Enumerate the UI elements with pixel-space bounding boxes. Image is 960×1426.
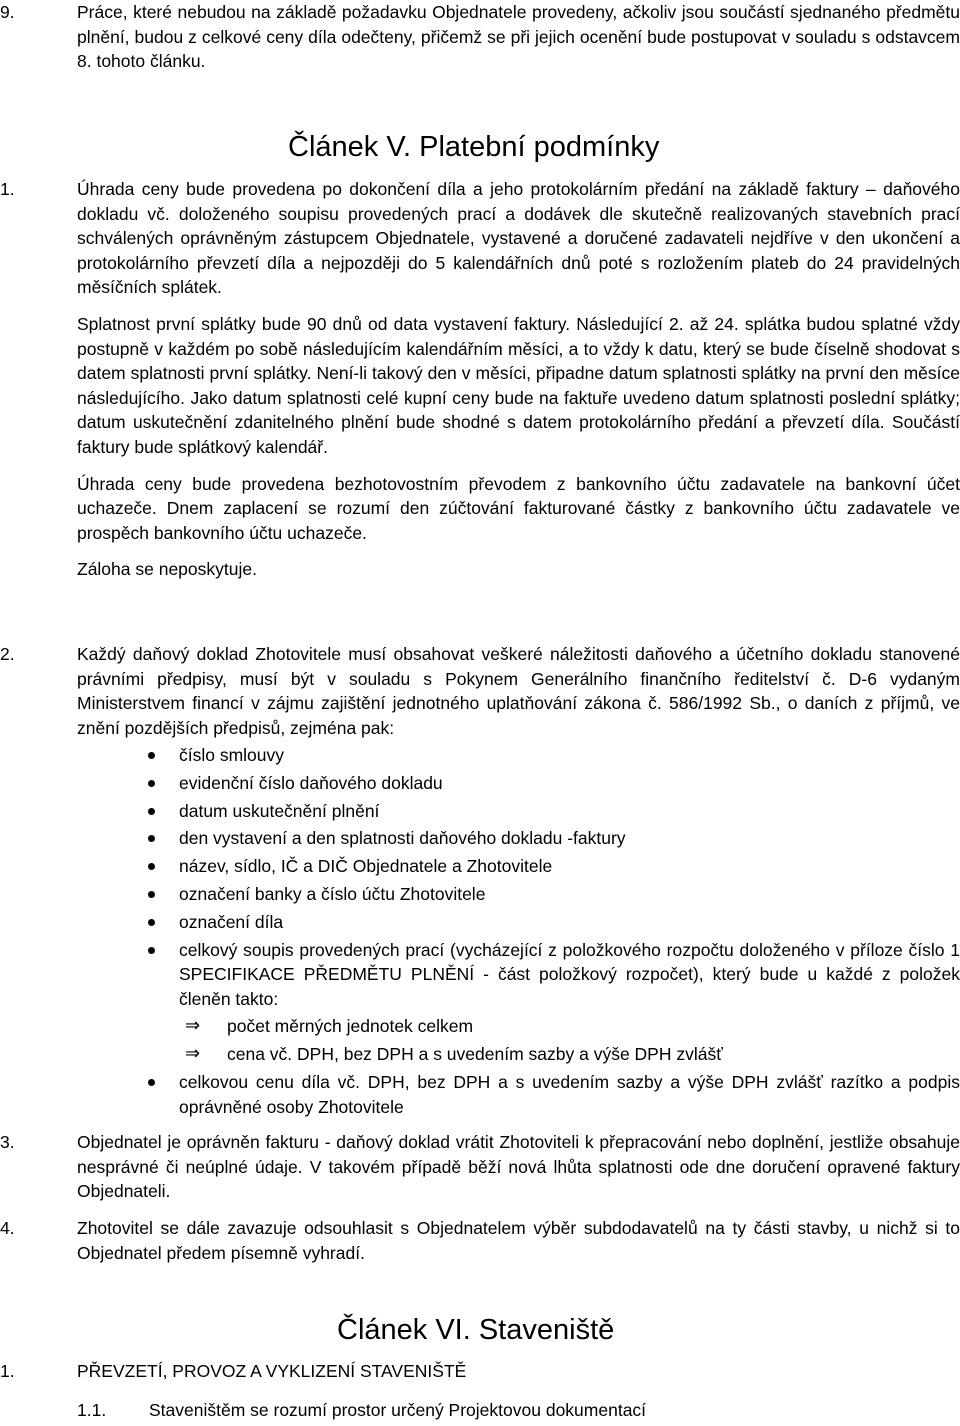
sub-item-list [179,1014,960,1070]
sub-list-item: ⇒ cena vč. DPH, bez DPH a s uvedením sazby a výše DPH zvlášť [179,1042,960,1070]
list-item: celkový soupis provedených prací (vycházející z položkového rozpočtu doloženého v příloze číslo 1 SPECIFIKACE PŘEDMĚTU PLNĚNÍ - část položkový rozpočet), který bude u každé z položek členěn takto: ⇒ počet měrných jednotek celkem ⇒ cena vč. DPH, bez DPH a s uvedením sazby a výše DPH zvlášť [148,938,960,1071]
article-5-heading: Článek V. Platební podmínky [288,131,660,163]
point-4-text: Zhotovitel se dále zavazuje odsouhlasit s Objednatelem výběr subdodavatelů na ty části stavby, u nichž si to Objednatel předem písemně vyhradí. [77,1218,960,1263]
paragraph-number: 9. [0,2,15,22]
paragraph-9 [0,0,960,74]
arrow-right-icon: ⇒ [185,1015,201,1037]
article-6-point-1-1 [0,1398,960,1423]
article-5-point-2 [0,642,960,740]
bullet-icon [148,1079,155,1086]
point-1-text-1: Úhrada ceny bude provedena po dokončení díla a jeho protokolárním předání na základě faktury – daňového dokladu vč. doloženého soupisu provedených prací a dodávek dle skutečně realizovaných stavebních prací schválených oprávněným zástupcem Objednatele, vystavené a doručené zadavateli nejdříve v den ukončení a protokolárního převzetí díla a nejpozději do 5 kalendářních dnů poté s rozložením plateb do 24 pravidelných měsíčních splátek. [77,179,960,298]
point-number: 3. [0,1132,15,1152]
list-item: číslo smlouvy [148,743,960,771]
point-1-text-2: Splatnost první splátky bude 90 dnů od data vystavení faktury. Následující 2. až 24. splátka budou splatné vždy postupně v každém po sobě následujícím kalendářním měsíci, a to vždy k datu, který se bude číselně shodovat s datem splatnosti první splátky. Není-li takový den v měsíci, připadne datum splatnosti splátky na první den měsíce následujícího. Jako datum splatnosti celé kupní ceny bude na faktuře uvedeno datum splatnosti poslední splátky; datum uskutečnění zdanitelného plnění bude shodné s datem protokolárního předání a převzetí díla. Součástí faktury bude splátkový kalendář. [77,313,960,457]
sub-list-item: ⇒ počet měrných jednotek celkem [179,1014,960,1042]
article-5-point-4 [0,1216,960,1265]
list-item: evidenční číslo daňového dokladu [148,771,960,799]
point-number: 4. [0,1218,15,1238]
paragraph-text: Práce, které nebudou na základě požadavku Objednatele provedeny, ačkoliv jsou součástí sjednaného předmětu plnění, budou z celkové ceny díla odečteny, přičemž se při jejich ocenění bude postupovat v souladu s odstavcem 8. tohoto článku. [77,2,960,72]
bullet-icon [148,835,155,842]
point-3-text: Objednatel je oprávněn fakturu - daňový doklad vrátit Zhotoviteli k přepracování nebo doplnění, jestliže obsahuje nesprávné či neúplné údaje. V takovém případě běží nová lhůta splatnosti ode dne doručení opravené faktury Objednateli. [77,1132,960,1202]
list-item: označení banky a číslo účtu Zhotovitele [148,882,960,910]
point-number: 2. [0,644,15,664]
point-number: 1. [0,179,15,199]
list-item: název, sídlo, IČ a DIČ Objednatele a Zhotovitele [148,854,960,882]
article-5-point-3 [0,1130,960,1204]
point-1-text-3: Úhrada ceny bude provedena bezhotovostním převodem z bankovního účtu zadavatele na bankovní účet uchazeče. Dnem zaplacení se rozumí den zúčtování fakturované částky z bankovního účtu zadavatele ve prospěch bankovního účtu uchazeče. [77,473,960,543]
point-1-text-4: Záloha se neposkytuje. [77,559,257,580]
bullet-icon [148,808,155,815]
list-item: označení díla [148,910,960,938]
list-item: den vystavení a den splatnosti daňového dokladu -faktury [148,826,960,854]
article-6-heading: Článek VI. Staveniště [337,1314,615,1346]
point-number: 1. [0,1361,15,1381]
point-1-1-text: Staveništěm se rozumí prostor určený Projektovou dokumentací [149,1400,647,1420]
bullet-icon [148,891,155,898]
list-item: celkovou cenu díla vč. DPH, bez DPH a s uvedením sazby a výše DPH zvlášť razítko a podpis oprávněné osoby Zhotovitele [148,1070,960,1119]
article-6-point-1 [0,1359,960,1384]
invoice-requirements-list [148,743,960,1120]
bullet-icon [148,947,155,954]
bullet-icon [148,863,155,870]
point-1-heading: PŘEVZETÍ, PROVOZ A VYKLIZENÍ STAVENIŠTĚ [77,1361,467,1381]
list-item: datum uskutečnění plnění [148,799,960,827]
bullet-icon [148,752,155,759]
point-number: 1.1. [77,1400,107,1420]
article-5-point-1 [0,177,960,582]
point-2-text: Každý daňový doklad Zhotovitele musí obsahovat veškeré náležitosti daňového a účetního dokladu stanovené právními předpisy, musí být v souladu s Pokynem Generálního finančního ředitelství č. D-6 vydaným Ministerstvem financí v zájmu zajištění jednotného uplatňování zákona č. 586/1992 Sb., o daních z příjmů, ve znění pozdějších předpisů, zejména pak: [77,644,960,738]
arrow-right-icon: ⇒ [185,1043,201,1065]
bullet-icon [148,780,155,787]
bullet-icon [148,919,155,926]
